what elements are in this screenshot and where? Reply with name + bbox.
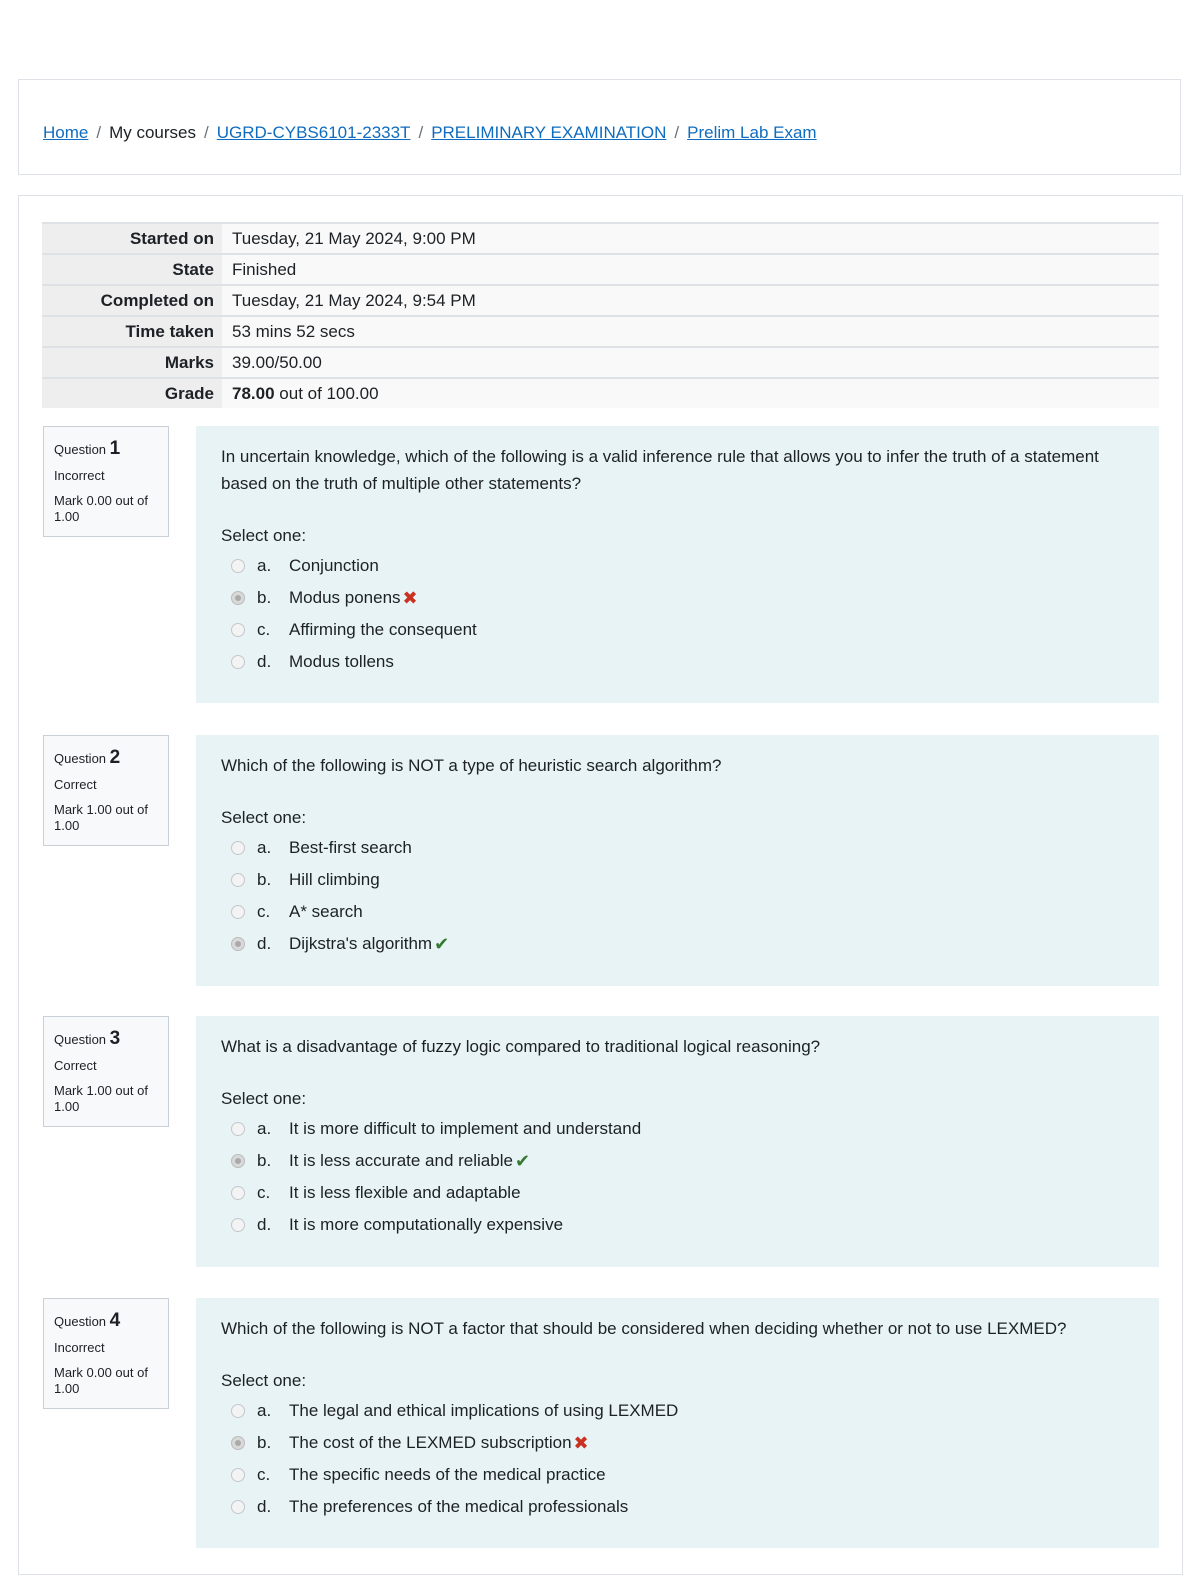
answer-letter: a. — [257, 556, 272, 575]
answer-letter: d. — [257, 652, 272, 671]
radio-button[interactable] — [231, 841, 245, 855]
breadcrumb — [43, 123, 817, 143]
grade-score: 78.00 — [232, 383, 275, 403]
question-mark: Mark 1.00 out of 1.00 — [54, 1082, 148, 1115]
cross-icon: ✖ — [573, 1432, 589, 1453]
grade-value — [222, 378, 1159, 408]
breadcrumb-separator: / — [96, 123, 102, 142]
answer-option[interactable] — [221, 1491, 1134, 1523]
grade-out-of: out of 100.00 — [279, 383, 379, 403]
marks-value: 39.00/50.00 — [222, 347, 1159, 378]
question-state: Incorrect — [54, 467, 105, 483]
completed-value: Tuesday, 21 May 2024, 9:54 PM — [222, 285, 1159, 316]
breadcrumb-course-link[interactable]: UGRD-CYBS6101-2333T — [216, 123, 411, 142]
answer-letter: c. — [257, 902, 271, 921]
radio-button[interactable] — [231, 1404, 245, 1418]
answer-text: Dijkstra's algorithm — [289, 934, 433, 953]
answer-text: The cost of the LEXMED subscription — [289, 1433, 572, 1452]
answer-letter: b. — [257, 1433, 272, 1452]
answer-text: It is more difficult to implement and understand — [289, 1119, 642, 1138]
answer-option[interactable] — [221, 614, 1134, 646]
question-mark: Mark 0.00 out of 1.00 — [54, 492, 148, 525]
question-label: Question — [54, 1032, 107, 1047]
answer-option[interactable] — [221, 1395, 1134, 1427]
answer-text: Conjunction — [289, 556, 379, 575]
radio-button[interactable] — [231, 655, 245, 669]
breadcrumb-section-link[interactable]: PRELIMINARY EXAMINATION — [431, 123, 667, 142]
breadcrumb-container — [18, 79, 1181, 175]
answer-option[interactable] — [221, 1113, 1134, 1145]
breadcrumb-separator: / — [674, 123, 680, 142]
radio-button[interactable] — [231, 1154, 245, 1168]
check-icon: ✔ — [434, 933, 450, 954]
answer-option[interactable] — [221, 832, 1134, 864]
select-one-prompt: Select one: — [221, 526, 307, 545]
select-one-prompt: Select one: — [221, 1371, 307, 1390]
answer-text: It is more computationally expensive — [289, 1215, 564, 1234]
answer-text: It is less accurate and reliable — [289, 1151, 513, 1170]
radio-button[interactable] — [231, 559, 245, 573]
question-info-1 — [43, 426, 169, 537]
radio-button[interactable] — [231, 937, 245, 951]
question-content-4 — [196, 1298, 1159, 1548]
answer-text: The preferences of the medical professionals — [289, 1497, 629, 1516]
check-icon: ✔ — [514, 1150, 531, 1171]
question-content-1 — [196, 426, 1159, 703]
answer-option[interactable] — [221, 928, 1134, 960]
answer-option[interactable] — [221, 1209, 1134, 1241]
question-text: Which of the following is NOT a factor that should be considered when deciding whether or not to use LEXMED? — [221, 1319, 1067, 1338]
radio-button[interactable] — [231, 1186, 245, 1200]
breadcrumb-home-link[interactable]: Home — [43, 123, 89, 142]
answer-letter: c. — [257, 1183, 271, 1202]
question-state: Correct — [54, 776, 97, 792]
question-text: What is a disadvantage of fuzzy logic compared to traditional logical reasoning? — [221, 1037, 821, 1056]
summary-row-state — [42, 254, 1159, 285]
answer-option[interactable] — [221, 1177, 1134, 1209]
summary-row-completed — [42, 285, 1159, 316]
radio-button[interactable] — [231, 623, 245, 637]
started-value: Tuesday, 21 May 2024, 9:00 PM — [222, 223, 1159, 254]
answer-text: It is less flexible and adaptable — [289, 1183, 521, 1202]
answer-letter: d. — [257, 1497, 272, 1516]
completed-label: Completed on — [42, 285, 222, 316]
marks-label: Marks — [42, 347, 222, 378]
answer-option[interactable] — [221, 550, 1134, 582]
answer-text: Affirming the consequent — [289, 620, 477, 639]
select-one-prompt: Select one: — [221, 808, 307, 827]
summary-row-grade — [42, 378, 1159, 408]
question-state: Incorrect — [54, 1339, 105, 1355]
answer-text: Hill climbing — [289, 870, 380, 889]
answer-letter: a. — [257, 1119, 272, 1138]
time-taken-label: Time taken — [42, 316, 222, 347]
question-mark: Mark 0.00 out of 1.00 — [54, 1364, 148, 1397]
started-label: Started on — [42, 223, 222, 254]
answer-text: Best-first search — [289, 838, 412, 857]
radio-button[interactable] — [231, 1500, 245, 1514]
breadcrumb-separator: / — [418, 123, 424, 142]
question-label: Question — [54, 442, 107, 457]
answer-option[interactable] — [221, 896, 1134, 928]
answer-option[interactable] — [221, 1427, 1134, 1459]
answer-letter: b. — [257, 588, 272, 607]
radio-button[interactable] — [231, 1218, 245, 1232]
cross-icon: ✖ — [402, 587, 418, 608]
answer-letter: b. — [257, 870, 272, 889]
answer-letter: a. — [257, 838, 272, 857]
answer-option[interactable] — [221, 1459, 1134, 1491]
radio-button[interactable] — [231, 873, 245, 887]
grade-label: Grade — [42, 378, 222, 408]
answer-letter: d. — [257, 934, 272, 953]
answer-option[interactable] — [221, 582, 1134, 614]
question-number: 3 — [109, 1028, 121, 1049]
question-number: 4 — [109, 1310, 121, 1331]
radio-button[interactable] — [231, 1468, 245, 1482]
question-text: Which of the following is NOT a type of heuristic search algorithm? — [221, 756, 722, 775]
radio-button[interactable] — [231, 905, 245, 919]
state-value: Finished — [222, 254, 1159, 285]
answer-letter: d. — [257, 1215, 272, 1234]
answer-letter: b. — [257, 1151, 272, 1170]
question-label: Question — [54, 751, 107, 766]
attempt-summary-table — [42, 222, 1159, 408]
state-label: State — [42, 254, 222, 285]
breadcrumb-my-courses: My courses — [109, 123, 197, 142]
time-taken-value: 53 mins 52 secs — [222, 316, 1159, 347]
select-one-prompt: Select one: — [221, 1089, 307, 1108]
question-info-3 — [43, 1016, 169, 1127]
question-number: 1 — [109, 438, 121, 459]
answer-text: A* search — [289, 902, 363, 921]
answer-text: Modus ponens — [289, 588, 401, 607]
radio-button[interactable] — [231, 1122, 245, 1136]
answer-option[interactable] — [221, 864, 1134, 896]
answer-text: The specific needs of the medical practice — [289, 1465, 606, 1484]
question-text: In uncertain knowledge, which of the following is a valid inference rule that allows you to infer the truth of a statement based on the truth of multiple other statements? — [221, 447, 1099, 493]
question-info-4 — [43, 1298, 169, 1409]
answer-letter: c. — [257, 620, 271, 639]
answer-option[interactable] — [221, 646, 1134, 678]
question-number: 2 — [109, 747, 121, 768]
breadcrumb-separator: / — [204, 123, 209, 142]
summary-row-time — [42, 316, 1159, 347]
answer-letter: a. — [257, 1401, 272, 1420]
question-label: Question — [54, 1314, 107, 1329]
radio-button[interactable] — [231, 591, 245, 605]
answer-option[interactable] — [221, 1145, 1134, 1177]
summary-row-started — [42, 223, 1159, 254]
question-info-2 — [43, 735, 169, 846]
summary-row-marks — [42, 347, 1159, 378]
answer-text: The legal and ethical implications of using LEXMED — [289, 1401, 679, 1420]
question-state: Correct — [54, 1057, 97, 1073]
breadcrumb-quiz-link[interactable]: Prelim Lab Exam — [687, 123, 817, 142]
answer-text: Modus tollens — [289, 652, 394, 671]
answer-letter: c. — [257, 1465, 271, 1484]
question-content-2 — [196, 735, 1159, 986]
radio-button[interactable] — [231, 1436, 245, 1450]
question-content-3 — [196, 1016, 1159, 1267]
question-mark: Mark 1.00 out of 1.00 — [54, 801, 148, 834]
